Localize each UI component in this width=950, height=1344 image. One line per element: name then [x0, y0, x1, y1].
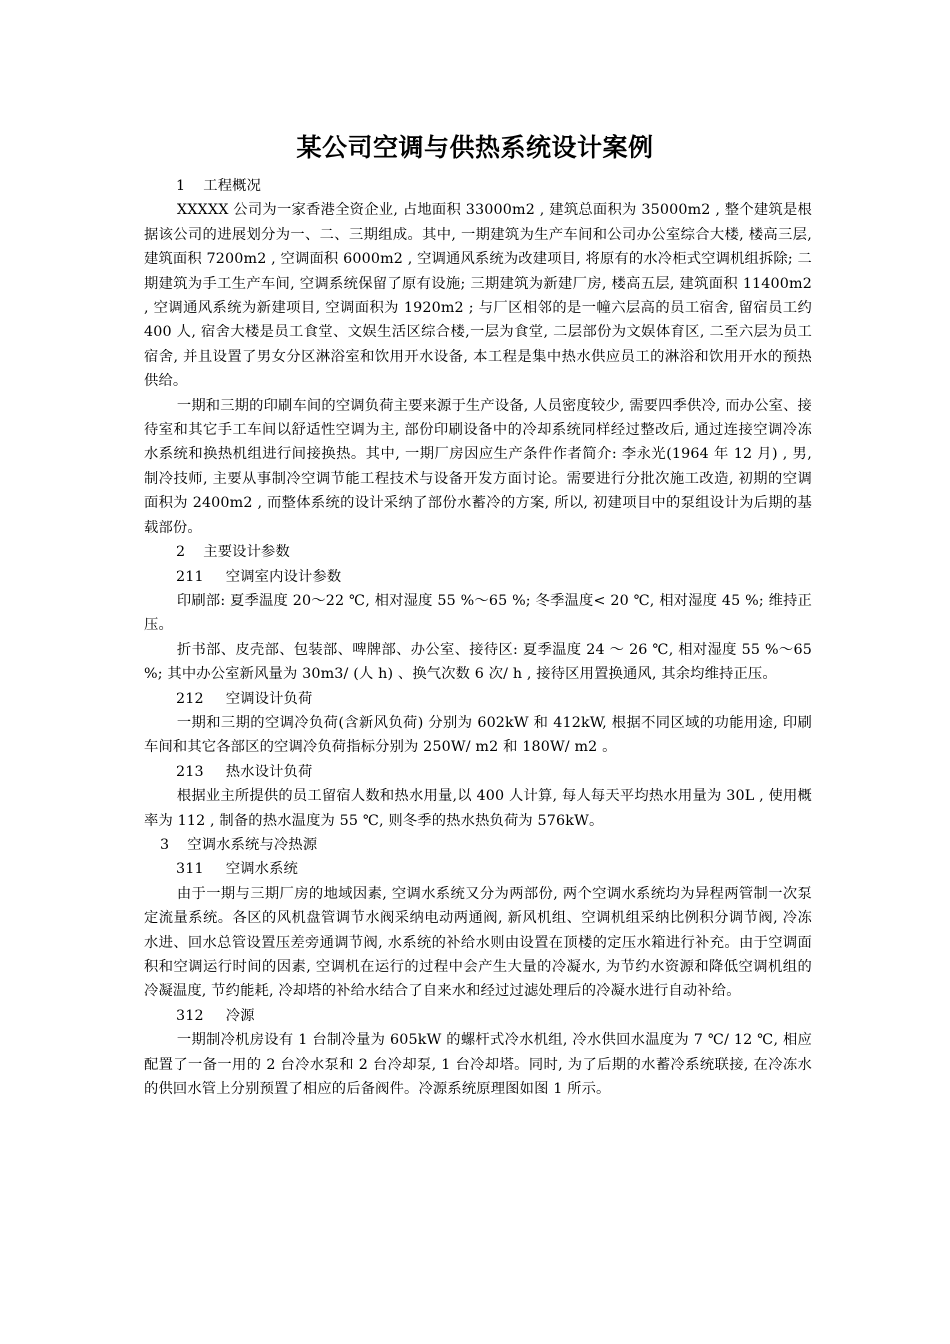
paragraph: 由于一期与三期厂房的地域因素, 空调水系统又分为两部份, 两个空调水系统均为异程两管制一次泵定流量系统。各区的风机盘管调节水阀采纳电动两通阀, 新风机组、空调机组采纳比例积分调节阀, 冷冻水进、回水总管设置压差旁通调节阀, 水系统的补给水则由设置在顶楼的定压水箱进行补充。由于空调面积和空调运行时间的因素, 空调机在运行的过程中会产生大量的冷凝水, 为节约水资源和降低空调机组的冷凝温度, 节约能耗, 冷却塔的补给水结合了自来水和经过过滤处理后的冷凝水进行自动补给。 [144, 885, 812, 1000]
heading-number: 211 [176, 568, 204, 585]
paragraph: 折书部、皮壳部、包装部、啤牌部、办公室、接待区: 夏季温度 24 ～ 26 ℃, 相对湿度 55 %～65 %; 其中办公室新风量为 30m3/ (人 h) 、换气次数 6 次/ h , 接待区用置换通风, 其余均维持正压。 [144, 641, 812, 683]
heading-text: 空调设计负荷 [225, 690, 313, 707]
heading-text: 主要设计参数 [203, 544, 290, 561]
heading-211 [144, 565, 812, 589]
document-body [144, 174, 812, 1101]
heading-3 [144, 833, 812, 857]
heading-text: 空调水系统与冷热源 [187, 836, 318, 853]
heading-number: 312 [176, 1007, 204, 1024]
heading-number: 212 [176, 690, 204, 707]
heading-number: 2 [176, 544, 186, 561]
heading-number: 1 [176, 178, 186, 194]
heading-1 [144, 174, 812, 198]
paragraph: XXXXX 公司为一家香港全资企业, 占地面积 33000m2 , 建筑总面积为 35000m2 , 整个建筑是根据该公司的进展划分为一、二、三期组成。其中, 一期建筑为生产车间和公司办公室综合大楼, 楼高三层, 建筑面积 7200m2 , 空调面积 6000m2 , 空调通风系统为改建项目, 将原有的水冷柜式空调机组拆除; 二期建筑为手工生产车间, 空调系统保留了原有设施; 三期建筑为新建厂房, 楼高五层, 建筑面积 11400m2 , 空调通风系统为新建项目, 空调面积为 1920m2 ; 与厂区相邻的是一幢六层高的员工宿舍, 留宿员工约 400 人, 宿舍大楼是员工食堂、文娱生活区综合楼,一层为食堂, 二层部份为文娱体育区, 二至六层为员工宿舍, 并且设置了男女分区淋浴室和饮用开水设备, 本工程是集中热水供应员工的淋浴和饮用开水的预热供给。 [144, 202, 812, 390]
heading-text: 工程概况 [203, 178, 262, 194]
heading-212 [144, 687, 812, 711]
heading-number: 311 [176, 861, 204, 878]
document-title: 某公司空调与供热系统设计案例 [296, 133, 654, 162]
heading-213 [144, 760, 812, 784]
heading-text: 热水设计负荷 [225, 763, 313, 780]
heading-text: 冷源 [225, 1007, 255, 1024]
paragraph: 印刷部: 夏季温度 20～22 ℃, 相对湿度 55 %～65 %; 冬季温度< 20 ℃, 相对湿度 45 %; 维持正压。 [144, 592, 812, 634]
heading-312 [144, 1004, 812, 1028]
heading-text: 空调室内设计参数 [225, 568, 342, 585]
heading-311 [144, 857, 812, 881]
paragraph: 一期和三期的空调冷负荷(含新风负荷) 分别为 602kW 和 412kW, 根据不同区域的功能用途, 印刷车间和其它各部区的空调冷负荷指标分别为 250W/ m2 和 180W/ m2 。 [144, 714, 812, 756]
heading-number: 213 [176, 763, 204, 780]
paragraph: 一期制冷机房设有 1 台制冷量为 605kW 的螺杆式冷水机组, 冷水供回水温度为 7 ℃/ 12 ℃, 相应配置了一备一用的 2 台冷水泵和 2 台冷却泵, 1 台冷却塔。同时, 为了后期的水蓄冷系统联接, 在冷冻水的供回水管上分别预置了相应的后备阀件。冷源系统原理图如图 1 所示。 [144, 1032, 812, 1098]
paragraph: 根据业主所提供的员工留宿人数和热水用量,以 400 人计算, 每人每天平均热水用量为 30L , 使用概率为 112 , 制备的热水温度为 55 ℃, 则冬季的热水热负荷为 576kW。 [144, 788, 812, 829]
paragraph: 一期和三期的印刷车间的空调负荷主要来源于生产设备, 人员密度较少, 需要四季供冷, 而办公室、接待室和其它手工车间以舒适性空调为主, 部份印刷设备中的冷却系统同样经过整改后, 通过连接空调冷冻水系统和换热机组进行间接换热。其中, 一期厂房因应生产条件作者简介: 李永光(1964 年 12 月) , 男, 制冷技师, 主要从事制冷空调节能工程技术与设备开发方面讨论。需要进行分批次施工改造, 初期的空调面积为 2400m2 , 而整体系统的设计采纳了部份水蓄冷的方案, 所以, 初建项目中的泵组设计为后期的基载部份。 [144, 397, 812, 536]
heading-text: 空调水系统 [225, 861, 298, 878]
heading-2 [144, 540, 812, 564]
heading-number: 3 [160, 836, 170, 853]
